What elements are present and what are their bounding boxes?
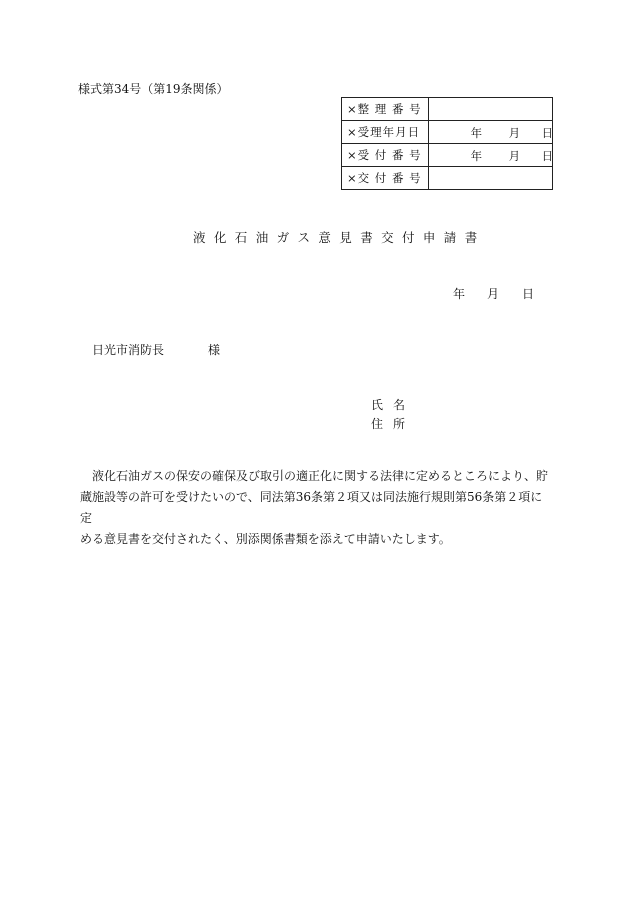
- reception-label-juri: ×受理年月日: [342, 121, 429, 144]
- reception-label-kofu: ×交 付 番 号: [342, 167, 429, 190]
- year-unit: 年: [470, 149, 483, 163]
- applicant-address-label: 住所: [371, 417, 416, 431]
- addressee: 日光市消防長: [92, 343, 165, 357]
- reception-label-uketsuke: ×受 付 番 号: [342, 144, 429, 167]
- reception-row: [342, 98, 553, 121]
- day-unit: 日: [541, 126, 554, 140]
- body-line: める意見書を交付されたく、別添関係書類を添えて申請いたします。: [80, 532, 451, 546]
- date-year-label: 年: [453, 287, 466, 301]
- form-number: 様式第34号（第19条関係）: [78, 82, 229, 96]
- reception-value-seiri[interactable]: [428, 98, 552, 121]
- body-line: 蔵施設等の許可を受けたいので、同法第36条第２項又は同法施行規則第56条第２項に定: [80, 490, 543, 525]
- application-body: [80, 466, 550, 550]
- addressee-honorific: 様: [208, 343, 221, 357]
- reception-row: [342, 167, 553, 190]
- month-unit: 月: [508, 126, 521, 140]
- reception-value-juri[interactable]: [428, 121, 552, 144]
- body-line: 液化石油ガスの保安の確保及び取引の適正化に関する法律に定めるところにより、貯: [80, 469, 549, 483]
- reception-table: [341, 97, 553, 190]
- document-title: 液化石油ガス意見書交付申請書: [193, 230, 486, 245]
- month-unit: 月: [508, 149, 521, 163]
- reception-label-seiri: ×整 理 番 号: [342, 98, 429, 121]
- reception-value-kofu[interactable]: [428, 167, 552, 190]
- reception-row: [342, 121, 553, 144]
- reception-row: [342, 144, 553, 167]
- day-unit: 日: [541, 149, 554, 163]
- applicant-name-label: 氏名: [371, 398, 416, 412]
- date-day-label: 日: [522, 287, 535, 301]
- date-month-label: 月: [487, 287, 500, 301]
- reception-value-uketsuke[interactable]: [428, 144, 552, 167]
- year-unit: 年: [470, 126, 483, 140]
